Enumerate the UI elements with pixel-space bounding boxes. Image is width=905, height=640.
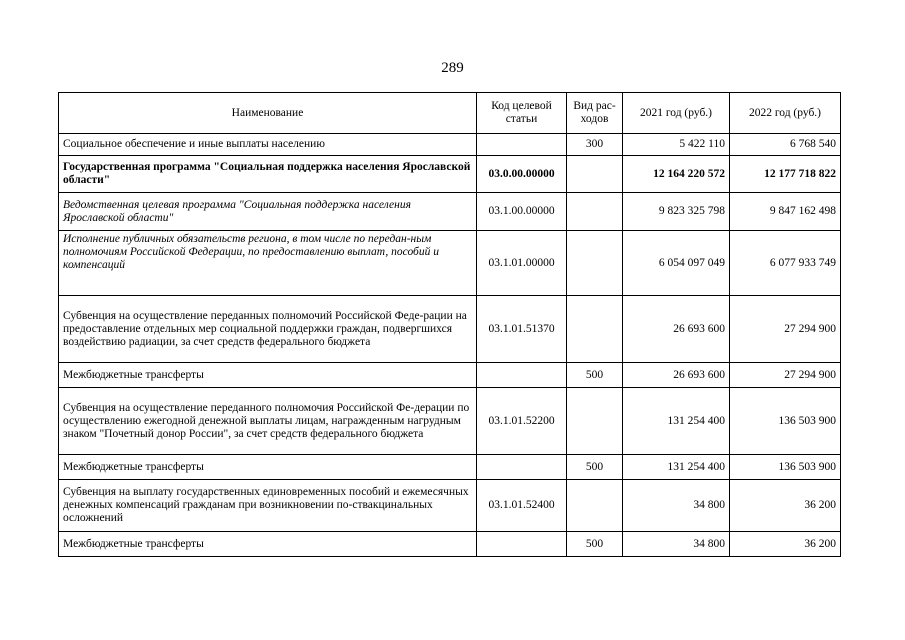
row-code	[477, 532, 567, 557]
row-2022: 27 294 900	[730, 363, 841, 388]
row-name: Межбюджетные трансферты	[59, 455, 477, 480]
row-code	[477, 455, 567, 480]
row-vid	[567, 193, 623, 231]
row-2021: 5 422 110	[623, 134, 730, 156]
row-2021: 34 800	[623, 480, 730, 532]
table-row	[59, 455, 841, 480]
row-2021: 26 693 600	[623, 363, 730, 388]
row-2021: 34 800	[623, 532, 730, 557]
header-vid: Вид рас-ходов	[567, 93, 623, 134]
row-name: Субвенция на осуществление переданного полномочия Российской Фе-дерации по осуществлению ежегодной денежной выплаты лицам, награжденным нагрудным знаком "Почетный донор России", за счет средств федерального бюджета	[59, 388, 477, 455]
row-2022: 6 768 540	[730, 134, 841, 156]
row-2022: 27 294 900	[730, 296, 841, 363]
row-2021: 9 823 325 798	[623, 193, 730, 231]
header-2022: 2022 год (руб.)	[730, 93, 841, 134]
header-name: Наименование	[59, 93, 477, 134]
table-row	[59, 296, 841, 363]
table-row	[59, 231, 841, 296]
row-2022: 136 503 900	[730, 388, 841, 455]
row-2021: 131 254 400	[623, 455, 730, 480]
row-vid	[567, 388, 623, 455]
row-name: Субвенция на выплату государственных единовременных пособий и ежемесячных денежных компенсаций гражданам при возникновении по-ствакцинальных осложнений	[59, 480, 477, 532]
row-name: Межбюджетные трансферты	[59, 363, 477, 388]
table-row	[59, 532, 841, 557]
row-name: Субвенция на осуществление переданных полномочий Российской Феде-рации на предоставление отдельных мер социальной поддержки граждан, подвергшихся воздействию радиации, за счет средств федерального бюджета	[59, 296, 477, 363]
table-row	[59, 193, 841, 231]
row-vid	[567, 156, 623, 193]
row-2022: 136 503 900	[730, 455, 841, 480]
row-name: Межбюджетные трансферты	[59, 532, 477, 557]
table-row	[59, 134, 841, 156]
table-row	[59, 156, 841, 193]
row-code: 03.1.00.00000	[477, 193, 567, 231]
header-2021: 2021 год (руб.)	[623, 93, 730, 134]
row-vid: 300	[567, 134, 623, 156]
row-vid	[567, 231, 623, 296]
row-code: 03.1.01.00000	[477, 231, 567, 296]
page-number: 289	[441, 60, 464, 76]
row-2022: 36 200	[730, 532, 841, 557]
row-code: 03.1.01.51370	[477, 296, 567, 363]
row-code: 03.0.00.00000	[477, 156, 567, 193]
row-vid: 500	[567, 532, 623, 557]
row-vid	[567, 296, 623, 363]
table-row	[59, 363, 841, 388]
row-2022: 12 177 718 822	[730, 156, 841, 193]
row-vid	[567, 480, 623, 532]
row-name: Исполнение публичных обязательств региона, в том числе по передан-ным полномочиям Российской Федерации, по предоставлению выплат, пособий и компенсаций	[59, 231, 477, 296]
row-2021: 6 054 097 049	[623, 231, 730, 296]
row-code: 03.1.01.52200	[477, 388, 567, 455]
row-vid: 500	[567, 455, 623, 480]
row-2022: 36 200	[730, 480, 841, 532]
row-2021: 26 693 600	[623, 296, 730, 363]
row-2021: 12 164 220 572	[623, 156, 730, 193]
row-2022: 9 847 162 498	[730, 193, 841, 231]
table-header-row	[59, 93, 841, 134]
row-2021: 131 254 400	[623, 388, 730, 455]
row-name: Государственная программа "Социальная поддержка населения Ярославской области"	[59, 156, 477, 193]
table-row	[59, 388, 841, 455]
row-code	[477, 134, 567, 156]
row-code	[477, 363, 567, 388]
row-code: 03.1.01.52400	[477, 480, 567, 532]
row-vid: 500	[567, 363, 623, 388]
row-2022: 6 077 933 749	[730, 231, 841, 296]
row-name: Ведомственная целевая программа "Социальная поддержка населения Ярославской области"	[59, 193, 477, 231]
table-row	[59, 480, 841, 532]
header-code: Код целевой статьи	[477, 93, 567, 134]
row-name: Социальное обеспечение и иные выплаты населению	[59, 134, 477, 156]
budget-table	[58, 92, 841, 557]
